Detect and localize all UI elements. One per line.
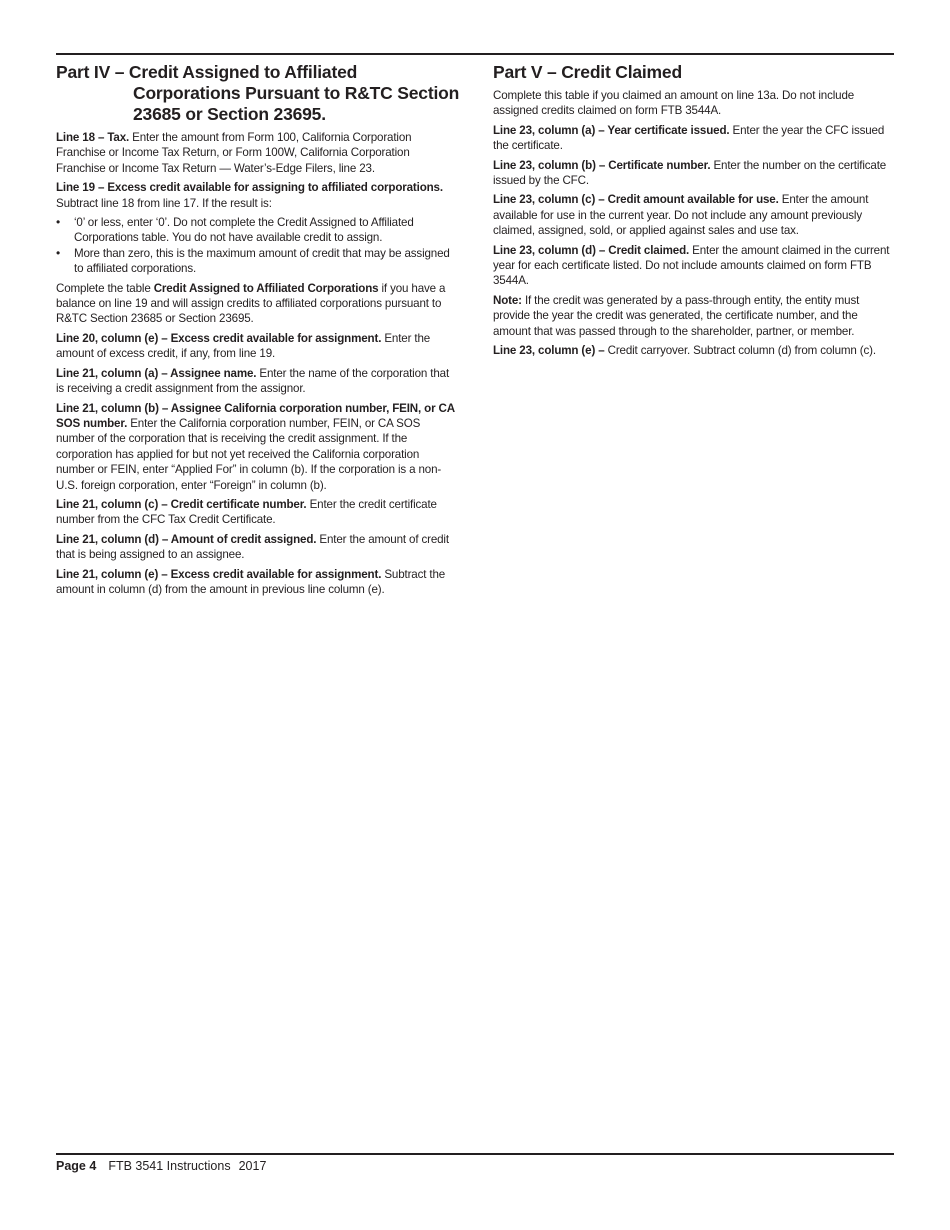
line-19-bullet-list	[56, 215, 460, 277]
part-iv-title-rest: Corporations Pursuant to R&TC Section 23685 or Section 23695.	[133, 83, 460, 124]
line-21c-heading: Line 21, column (c) – Credit certificate number.	[56, 497, 307, 511]
line-21c-text: Enter the credit certificate number from the CFC Tax Credit Certificate.	[56, 497, 437, 527]
list-item: • ‘0’ or less, enter ‘0’. Do not complete the Credit Assigned to Affiliated Corporations table. You do not have available credit to assign.	[56, 215, 460, 246]
line-20e-text: Enter the amount of excess credit, if any, from line 19.	[56, 331, 431, 361]
complete-table-text-a: Complete the table	[56, 281, 154, 295]
form-name: FTB 3541 Instructions	[108, 1159, 231, 1173]
line-19-text: Subtract line 18 from line 17. If the result is:	[56, 196, 272, 210]
line-23c-heading: Line 23, column (c) – Credit amount available for use.	[493, 193, 779, 207]
note-heading: Note:	[493, 293, 522, 307]
note-paragraph	[493, 293, 895, 339]
line-21c-paragraph	[56, 497, 460, 528]
part-iv-title-first-line: Credit Assigned to Affiliated	[128, 62, 358, 82]
line-21e-paragraph	[56, 567, 460, 598]
line-23e-paragraph	[493, 343, 895, 358]
line-21b-paragraph	[56, 401, 460, 493]
line-23e-heading: Line 23, column (e) –	[493, 344, 605, 358]
complete-table-text-b: if you have a balance on line 19 and will assign credits to affiliated corporations pursuant to R&TC Section 23685 or Section 23695.	[56, 281, 446, 326]
line-19-heading: Line 19 – Excess credit available for assigning to affiliated corporations.	[56, 181, 443, 195]
part-v-column	[493, 62, 895, 363]
note-text: If the credit was generated by a pass-through entity, the entity must provide the year the credit was generated, the certificate number, and the amount that was passed through to the shareholder, partner, or member.	[493, 293, 860, 338]
line-20e-paragraph	[56, 331, 460, 362]
line-23a-paragraph	[493, 123, 895, 154]
line-21a-heading: Line 21, column (a) – Assignee name.	[56, 366, 257, 380]
line-18-heading: Line 18 – Tax.	[56, 131, 130, 144]
line-23d-text: Enter the amount claimed in the current year for each certificate listed. Do not include amounts claimed on form FTB 3544A.	[493, 243, 890, 288]
line-20e-heading: Line 20, column (e) – Excess credit available for assignment.	[56, 331, 382, 345]
line-23c-paragraph	[493, 192, 895, 238]
line-23a-heading: Line 23, column (a) – Year certificate issued.	[493, 123, 730, 137]
page-footer	[56, 1158, 266, 1174]
line-23d-heading: Line 23, column (d) – Credit claimed.	[493, 243, 690, 257]
line-23b-text: Enter the number on the certificate issued by the CFC.	[493, 158, 887, 188]
part-iv-title-label: Part IV –	[56, 62, 129, 82]
line-21a-paragraph	[56, 366, 460, 397]
line-21d-text: Enter the amount of credit that is being assigned to an assignee.	[56, 532, 449, 562]
bottom-rule	[56, 1153, 894, 1155]
part-iv-title	[56, 62, 460, 125]
line-21e-heading: Line 21, column (e) – Excess credit available for assignment.	[56, 567, 382, 581]
line-23b-heading: Line 23, column (b) – Certificate number.	[493, 158, 711, 172]
line-23b-paragraph	[493, 158, 895, 189]
part-v-intro-paragraph: Complete this table if you claimed an amount on line 13a. Do not include assigned credits claimed on form FTB 3544A.	[493, 89, 855, 118]
line-23e-text: Credit carryover. Subtract column (d) from column (c).	[604, 344, 876, 358]
part-v-title: Part V – Credit Claimed	[493, 62, 682, 82]
complete-table-paragraph	[56, 281, 460, 327]
top-rule	[56, 53, 894, 55]
line-18-text: Enter the amount from Form 100, California Corporation Franchise or Income Tax Return, or Form 100W, California Corporation Franchise or Income Tax Return — Water’s-Edge Filers, line 23.	[56, 131, 412, 175]
line-21e-text: Subtract the amount in column (d) from the amount in previous line column (e).	[56, 567, 446, 596]
line-18-paragraph	[56, 130, 460, 176]
part-iv-column	[56, 62, 460, 601]
line-23d-paragraph	[493, 243, 895, 289]
line-21d-heading: Line 21, column (d) – Amount of credit assigned.	[56, 532, 317, 546]
line-23a-text: Enter the year the CFC issued the certificate.	[493, 123, 885, 153]
line-21d-paragraph	[56, 532, 460, 563]
form-year: 2017	[238, 1159, 267, 1173]
line-21a-text: Enter the name of the corporation that is receiving a credit assignment from the assignor.	[56, 366, 450, 396]
line-21b-text: Enter the California corporation number, FEIN, or CA SOS number of the corporation that is receiving the credit assignment. If the corporation has applied for but not yet received the California corporation number or FEIN, enter “Applied For” in column (b). If the corporation is a non-U.S. foreign corporation, enter “Foreign” in column (b).	[56, 416, 442, 492]
line-21b-heading: Line 21, column (b) – Assignee California corporation number, FEIN, or CA SOS number.	[56, 401, 455, 430]
list-item: • More than zero, this is the maximum amount of credit that may be assigned to affiliated corporations.	[56, 246, 460, 277]
complete-table-bold: Credit Assigned to Affiliated Corporations	[153, 281, 379, 295]
line-23c-text: Enter the amount available for use in the current year. Do not include any amount previously claimed, assigned, sold, or applied against sales and use tax.	[493, 193, 869, 238]
page-number: Page 4	[56, 1159, 97, 1173]
line-19-paragraph	[56, 180, 460, 211]
